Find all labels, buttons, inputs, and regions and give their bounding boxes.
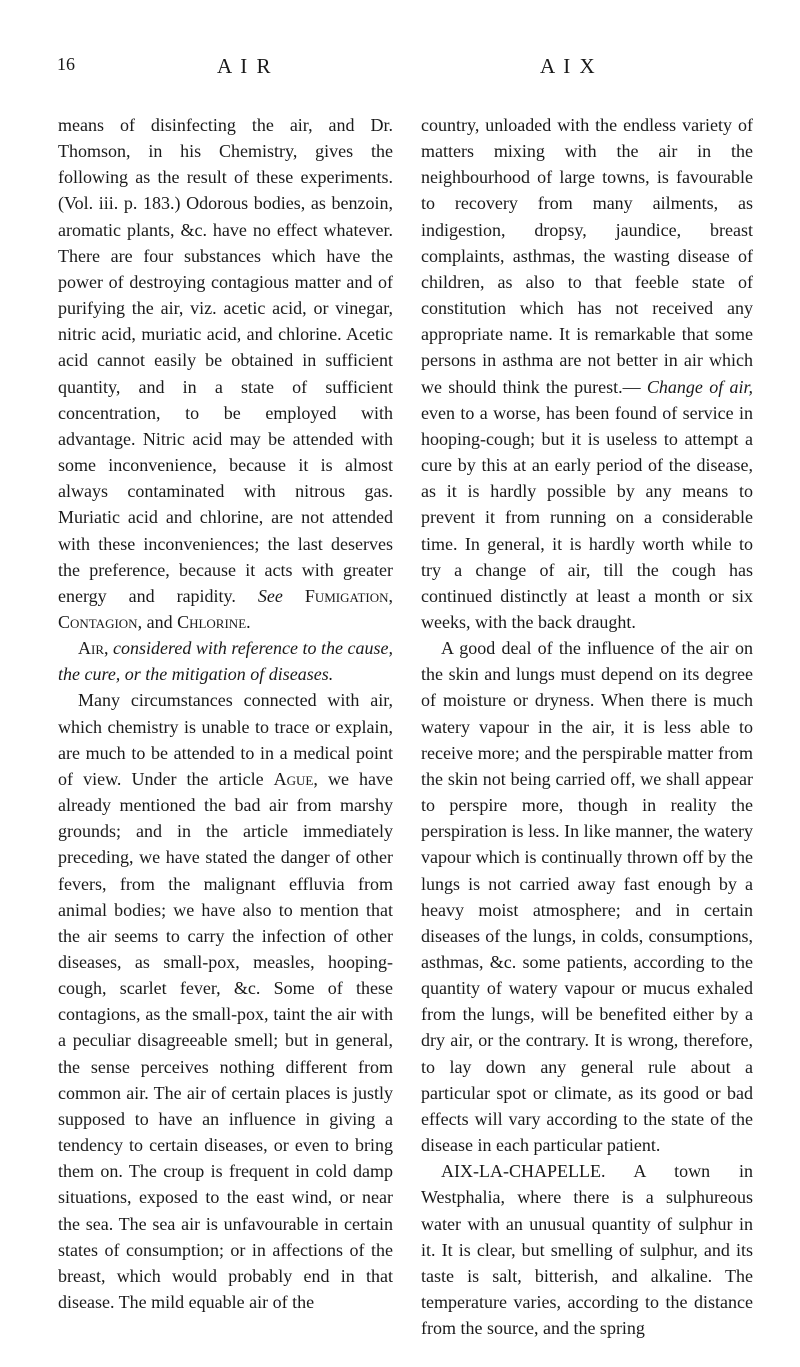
paragraph-moisture: A good deal of the influence of the air on the skin and lungs must depend on its degree of moisture or dryness. When there is much watery vapour in the air, it is less able to receive more; and the perspirable matter from the skin not being carried off, we shall appear to perspire more, though in reality the perspiration is less. In like manner, the watery vapour which is continually thrown off by the lungs is not carried away fast enough by a heavy moist atmosphere; and in certain diseases of the lungs, in colds, consumptions, asthmas, &c. some patients, according to the quantity of watery vapour or mucus exhaled from the lungs, will be benefited either by a dry air, or the contrary. It is wrong, therefore, to lay down any general rule about a particular spot or climate, as its good or bad effects will vary according to the state of the disease in each particular patient. <box>421 638 753 1156</box>
entry-headword: Air, <box>78 638 109 659</box>
paragraph-country-air <box>421 112 753 635</box>
italic-phrase: Change of air, <box>646 376 753 397</box>
paragraph-text: country, unloaded with the endless variety of matters mixing with the air in the neighbourhood of large towns, is favourable to recovery from many ailments, as indigestion, dropsy, jaundice, breast complaints, asthmas, the wasting disease of children, as also to that feeble state of constitution which has not received any appropriate name. It is remarkable that some persons in asthma are not better in air which we should think the purest.— <box>421 115 753 397</box>
paragraph-text-continued: even to a worse, has been found of service in hooping-cough; but it is useless to attempt a cure by this at an early period of the disease, as it is hardly possible by any means to prevent it from running on a considerable time. In general, it is hardly worth while to try a change of air, till the cough has continued distinctly at least a month or six weeks, with the back draught. <box>421 402 753 632</box>
paragraph-text: Many circumstances connected with air, which chemistry is unable to trace or explain, are much to be attended to in a medical point of view. Under the article <box>58 690 393 789</box>
cross-reference: Fumigation, Contagion, <box>58 585 393 632</box>
entry-aix-la-chapelle <box>421 1158 753 1341</box>
cross-reference-ague: Ague, <box>273 768 318 789</box>
page-header <box>0 54 800 84</box>
left-column <box>58 112 393 1352</box>
entry-text: A town in Westphalia, where there is a sulphureous water with an unusual quantity of sulphur in it. It is clear, but smelling of sulphur, and its taste is salt, bitterish, and alkaline. The temperature varies, according to the distance from the source, and the spring <box>421 1161 753 1339</box>
cross-reference-chlorine: Chlorine. <box>177 611 251 632</box>
entry-air-heading <box>58 635 393 687</box>
page-number: 16 <box>57 54 75 74</box>
paragraph-text-continued: we have already mentioned the bad air from marshy grounds; and in the article immediately preceding, we have stated the danger of other fevers, from the malignant effluvia from animal bodies; we have also to mention that the air seems to carry the infection of other diseases, as small-pox, measles, hooping-cough, scarlet fever, &c. Some of these contagions, as the small-pox, taint the air with a peculiar disagreeable smell; but in general, the sense perceives nothing different from common air. The air of certain places is justly supposed to have an influence in giving a tendency to certain diseases, or even to bring them on. The croup is frequent in cold damp situations, exposed to the east wind, or near the sea. The sea air is unfavourable in certain states of consumption; or in affections of the breast, which would probably end in that disease. The mild equable air of the <box>58 768 393 1313</box>
conjunction: and <box>146 611 173 632</box>
paragraph-text: means of disinfecting the air, and Dr. Thomson, in his Chemistry, gives the following as the result of these experiments. (Vol. iii. p. 183.) Odorous bodies, as benzoin, aromatic plants, &c. have no effect whatever. There are four substances which have the power of destroying contagious matter and of purifying the air, viz. acetic acid, or vinegar, nitric acid, muriatic acid, and chlorine. Acetic acid cannot easily be obtained in sufficient quantity, and in a state of sufficient concentration, to be employed with advantage. Nitric acid may be attended with some inconvenience, because it is almost always contaminated with nitrous gas. Muriatic acid and chlorine, are not attended with these inconveniences; the last deserves the preference, because it acts with greater energy and rapidity. <box>58 115 393 606</box>
running-head-left: A I R <box>217 54 273 78</box>
entry-subtitle: considered with reference to the cause, the cure, or the mitigation of diseases. <box>58 638 393 685</box>
paragraph-disinfecting <box>58 112 393 635</box>
paragraph-circumstances <box>58 687 393 1315</box>
right-column <box>421 112 753 1352</box>
see-label: See <box>257 585 283 606</box>
entry-headword: AIX-LA-CHAPELLE. <box>441 1161 606 1182</box>
running-head-right: A I X <box>540 54 597 78</box>
